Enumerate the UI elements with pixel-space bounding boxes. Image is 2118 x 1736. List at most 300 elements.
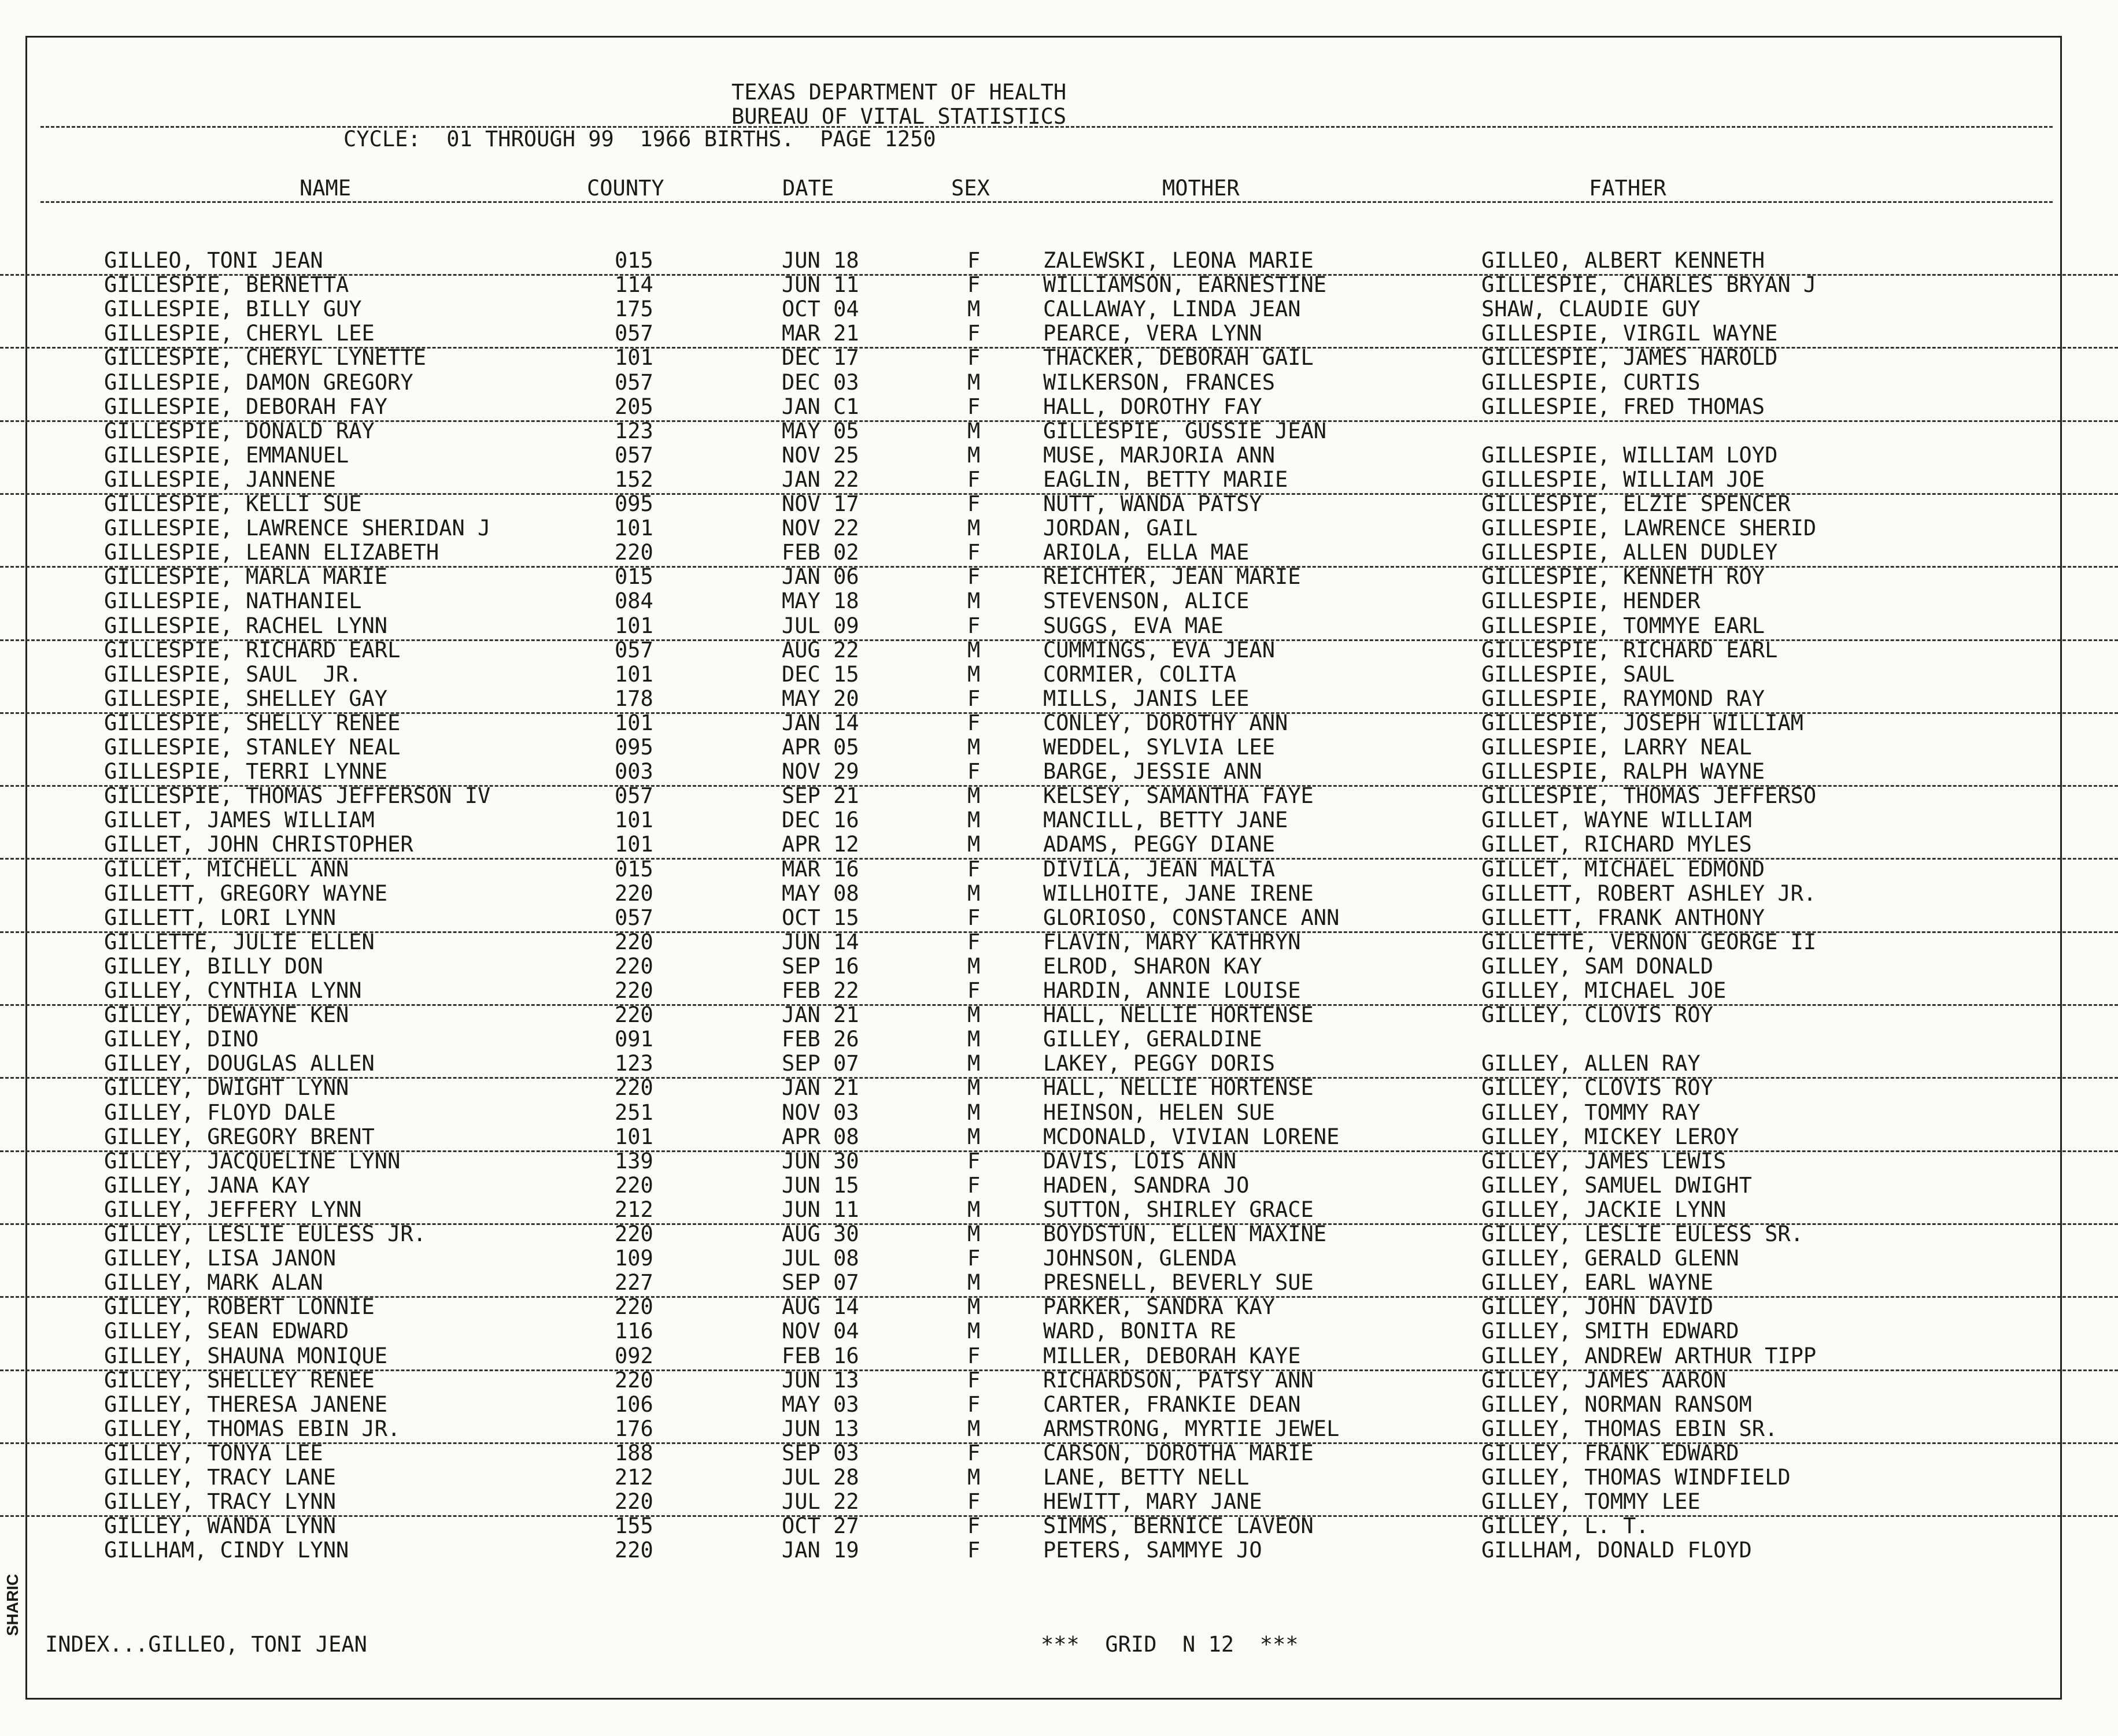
- cell-mother: PARKER, SANDRA KAY: [1043, 1294, 1275, 1320]
- cell-mother: DIVILA, JEAN MALTA: [1043, 856, 1275, 882]
- cell-mother: MANCILL, BETTY JANE: [1043, 808, 1288, 833]
- cell-mother: MCDONALD, VIVIAN LORENE: [1043, 1124, 1340, 1149]
- cell-date: AUG 14: [782, 1294, 859, 1320]
- cell-mother: MUSE, MARJORIA ANN: [1043, 442, 1275, 468]
- cell-county: 057: [615, 637, 653, 662]
- table-row: [0, 274, 2118, 298]
- cell-date: JUN 18: [782, 248, 859, 273]
- cell-sex: M: [967, 1270, 981, 1295]
- cell-sex: F: [967, 467, 981, 492]
- cell-mother: ELROD, SHARON KAY: [1043, 953, 1262, 979]
- cell-sex: F: [967, 394, 981, 419]
- cell-sex: F: [967, 613, 981, 638]
- cell-father: GILLEY, JOHN DAVID: [1481, 1294, 1713, 1320]
- cell-date: APR 12: [782, 832, 859, 857]
- cell-father: GILLESPIE, RAYMOND RAY: [1481, 686, 1765, 711]
- cell-sex: M: [967, 297, 981, 322]
- cell-date: MAY 18: [782, 588, 859, 614]
- cell-father: GILLET, MICHAEL EDMOND: [1481, 856, 1765, 882]
- cell-father: GILLESPIE, WILLIAM LOYD: [1481, 442, 1778, 468]
- cell-father: GILLESPIE, THOMAS JEFFERSO: [1481, 783, 1817, 809]
- cell-county: 003: [615, 759, 653, 784]
- cell-sex: F: [967, 1440, 981, 1465]
- cell-mother: PRESNELL, BEVERLY SUE: [1043, 1270, 1314, 1295]
- cell-county: 101: [615, 516, 653, 541]
- cell-sex: M: [967, 832, 981, 857]
- table-row: [0, 420, 2118, 445]
- cell-name: GILLESPIE, STANLEY NEAL: [104, 735, 401, 760]
- cell-name: GILLESPIE, NATHANIEL: [104, 588, 362, 614]
- cell-name: GILLESPIE, DEBORAH FAY: [104, 394, 388, 419]
- table-row: [0, 712, 2118, 736]
- cell-sex: F: [967, 1489, 981, 1515]
- cell-county: 101: [615, 808, 653, 833]
- cell-county: 220: [615, 953, 653, 979]
- cell-date: DEC 17: [782, 345, 859, 371]
- cell-date: SEP 07: [782, 1270, 859, 1295]
- cell-father: GILLEY, CLOVIS ROY: [1481, 1002, 1713, 1028]
- cell-county: 251: [615, 1100, 653, 1125]
- cell-date: JAN 14: [782, 710, 859, 735]
- cell-name: GILLEO, TONI JEAN: [104, 248, 323, 273]
- cell-county: 220: [615, 1367, 653, 1393]
- cell-father: GILLEY, L. T.: [1481, 1513, 1649, 1539]
- cell-father: GILLESPIE, LAWRENCE SHERID: [1481, 516, 1817, 541]
- cell-county: 057: [615, 905, 653, 930]
- header-line-1: TEXAS DEPARTMENT OF HEALTH: [731, 80, 1067, 105]
- cell-mother: WARD, BONITA RE: [1043, 1319, 1237, 1344]
- cell-father: GILLEY, NORMAN RANSOM: [1481, 1391, 1752, 1417]
- col-county: COUNTY: [587, 176, 664, 201]
- cell-sex: M: [967, 953, 981, 979]
- cell-county: 220: [615, 1222, 653, 1246]
- table-row: [0, 953, 2118, 980]
- cell-name: GILLEY, FLOYD DALE: [104, 1100, 336, 1125]
- cell-county: 015: [615, 856, 653, 882]
- cell-county: 123: [615, 1051, 653, 1076]
- table-row: [0, 517, 2118, 542]
- cell-date: AUG 30: [782, 1222, 859, 1246]
- cell-name: GILLET, JAMES WILLIAM: [104, 808, 375, 833]
- cell-mother: WEDDEL, SYLVIA LEE: [1043, 735, 1275, 760]
- cell-sex: F: [967, 1148, 981, 1174]
- cell-date: SEP 07: [782, 1051, 859, 1076]
- cell-father: GILLHAM, DONALD FLOYD: [1481, 1538, 1752, 1563]
- cell-county: 101: [615, 1124, 653, 1149]
- cell-father: GILLEY, JACKIE LYNN: [1481, 1197, 1727, 1222]
- cell-father: GILLEY, TOMMY RAY: [1481, 1100, 1701, 1125]
- cell-father: GILLEY, MICHAEL JOE: [1481, 978, 1727, 1003]
- cell-name: GILLEY, SHELLEY RENEE: [104, 1367, 375, 1393]
- table-row: [0, 1391, 2118, 1418]
- cell-county: 116: [615, 1319, 653, 1344]
- cell-date: JUL 22: [782, 1489, 859, 1515]
- cell-father: GILLETTE, VERNON GEORGE II: [1481, 929, 1817, 954]
- table-row: [0, 1077, 2118, 1101]
- table-row: [0, 1102, 2118, 1126]
- cell-county: 220: [615, 1489, 653, 1515]
- cell-mother: PETERS, SAMMYE JO: [1043, 1538, 1262, 1563]
- cell-date: FEB 22: [782, 978, 859, 1003]
- table-row: [0, 907, 2118, 933]
- cell-name: GILLESPIE, THOMAS JEFFERSON IV: [104, 783, 491, 809]
- cell-sex: F: [967, 978, 981, 1003]
- cell-name: GILLEY, DEWAYNE KEN: [104, 1002, 349, 1028]
- table-row: [0, 1126, 2118, 1152]
- cell-county: 212: [615, 1465, 653, 1490]
- cell-date: JUN 13: [782, 1367, 859, 1393]
- cell-date: MAY 03: [782, 1391, 859, 1417]
- cell-mother: CALLAWAY, LINDA JEAN: [1043, 297, 1301, 322]
- table-row: [0, 1248, 2118, 1272]
- cell-father: GILLETT, FRANK ANTHONY: [1481, 905, 1765, 930]
- cell-date: FEB 02: [782, 540, 859, 565]
- cell-father: GILLESPIE, CURTIS: [1481, 369, 1701, 395]
- cell-county: 205: [615, 394, 653, 419]
- header-rule: [40, 126, 2053, 128]
- cell-name: GILLESPIE, SAUL JR.: [104, 661, 362, 687]
- table-row: [0, 661, 2118, 688]
- table-row: [0, 298, 2118, 323]
- cell-name: GILLEY, DOUGLAS ALLEN: [104, 1051, 375, 1076]
- cell-name: GILLEY, ROBERT LONNIE: [104, 1294, 375, 1320]
- cell-father: GILLESPIE, JAMES HAROLD: [1481, 345, 1778, 371]
- cell-county: 084: [615, 588, 653, 614]
- cell-name: GILLEY, WANDA LYNN: [104, 1513, 336, 1539]
- cell-father: GILLESPIE, RICHARD EARL: [1481, 637, 1778, 662]
- cell-name: GILLESPIE, RICHARD EARL: [104, 637, 401, 662]
- cell-name: GILLETTE, JULIE ELLEN: [104, 929, 375, 954]
- cell-date: SEP 16: [782, 953, 859, 979]
- cell-county: 212: [615, 1197, 653, 1222]
- cell-county: 109: [615, 1246, 653, 1271]
- cell-county: 227: [615, 1270, 653, 1295]
- cell-mother: LANE, BETTY NELL: [1043, 1465, 1250, 1490]
- cell-father: GILLEY, THOMAS EBIN SR.: [1481, 1416, 1778, 1441]
- cell-mother: SUGGS, EVA MAE: [1043, 613, 1224, 638]
- cell-sex: M: [967, 1051, 981, 1076]
- cell-mother: HALL, NELLIE HORTENSE: [1043, 1075, 1314, 1101]
- cell-name: GILLESPIE, BILLY GUY: [104, 297, 362, 322]
- cell-father: SHAW, CLAUDIE GUY: [1481, 297, 1701, 322]
- cell-county: 114: [615, 272, 653, 298]
- cell-father: GILLESPIE, TOMMYE EARL: [1481, 613, 1765, 638]
- cell-date: OCT 04: [782, 297, 859, 322]
- header-line-2: BUREAU OF VITAL STATISTICS: [731, 104, 1067, 129]
- cell-county: 057: [615, 321, 653, 346]
- cell-sex: F: [967, 1538, 981, 1563]
- cell-sex: F: [967, 710, 981, 735]
- cell-date: JAN 21: [782, 1075, 859, 1101]
- cell-name: GILLEY, SHAUNA MONIQUE: [104, 1343, 388, 1368]
- col-date: DATE: [782, 176, 834, 201]
- cell-date: JUN 15: [782, 1172, 859, 1198]
- cell-name: GILLEY, DINO: [104, 1027, 259, 1052]
- cell-father: GILLEY, JAMES AARON: [1481, 1367, 1727, 1393]
- cell-father: GILLESPIE, ELZIE SPENCER: [1481, 491, 1791, 516]
- cell-father: GILLEY, JAMES LEWIS: [1481, 1148, 1727, 1174]
- cell-mother: ARIOLA, ELLA MAE: [1043, 540, 1250, 565]
- cell-name: GILLEY, TRACY LANE: [104, 1465, 336, 1490]
- cell-sex: F: [967, 321, 981, 346]
- cell-mother: WILLIAMSON, EARNESTINE: [1043, 272, 1327, 298]
- cell-date: SEP 03: [782, 1440, 859, 1465]
- cell-date: JAN 21: [782, 1002, 859, 1028]
- cell-name: GILLESPIE, SHELLEY GAY: [104, 686, 388, 711]
- cell-father: GILLEY, LESLIE EULESS SR.: [1481, 1222, 1803, 1246]
- cell-sex: M: [967, 1465, 981, 1490]
- cell-date: NOV 04: [782, 1319, 859, 1344]
- cell-mother: MILLS, JANIS LEE: [1043, 686, 1250, 711]
- cell-name: GILLEY, BILLY DON: [104, 953, 323, 979]
- cell-county: 220: [615, 978, 653, 1003]
- table-row: [0, 347, 2118, 371]
- cell-sex: F: [967, 929, 981, 954]
- cell-date: JUL 08: [782, 1246, 859, 1271]
- table-row: [0, 615, 2118, 641]
- cell-mother: THACKER, DEBORAH GAIL: [1043, 345, 1314, 371]
- cell-sex: M: [967, 1416, 981, 1441]
- cell-father: GILLEY, TOMMY LEE: [1481, 1489, 1701, 1515]
- cell-sex: F: [967, 1391, 981, 1417]
- cell-sex: M: [967, 1294, 981, 1320]
- cell-mother: HEINSON, HELEN SUE: [1043, 1100, 1275, 1125]
- cell-sex: F: [967, 1172, 981, 1198]
- cell-father: GILLEY, SMITH EDWARD: [1481, 1319, 1739, 1344]
- cell-sex: F: [967, 248, 981, 273]
- cell-date: OCT 27: [782, 1513, 859, 1539]
- cell-sex: M: [967, 418, 981, 443]
- cell-father: GILLEY, CLOVIS ROY: [1481, 1075, 1713, 1101]
- cell-date: APR 05: [782, 735, 859, 760]
- cell-name: GILLESPIE, BERNETTA: [104, 272, 349, 298]
- cell-date: DEC 03: [782, 369, 859, 395]
- table-row: [0, 1539, 2118, 1564]
- cell-sex: F: [967, 1367, 981, 1393]
- cell-mother: HADEN, SANDRA JO: [1043, 1172, 1250, 1198]
- cell-mother: BOYDSTUN, ELLEN MAXINE: [1043, 1222, 1327, 1246]
- cell-county: 015: [615, 564, 653, 590]
- cell-name: GILLESPIE, KELLI SUE: [104, 491, 362, 516]
- cell-mother: GILLEY, GERALDINE: [1043, 1027, 1262, 1052]
- cell-name: GILLESPIE, CHERYL LYNETTE: [104, 345, 426, 371]
- cell-sex: F: [967, 1343, 981, 1368]
- cell-mother: JOHNSON, GLENDA: [1043, 1246, 1237, 1271]
- cell-date: JUN 11: [782, 1197, 859, 1222]
- cell-name: GILLESPIE, LAWRENCE SHERIDAN J: [104, 516, 491, 541]
- cell-mother: MILLER, DEBORAH KAYE: [1043, 1343, 1301, 1368]
- cell-date: JUN 11: [782, 272, 859, 298]
- cell-father: GILLEY, SAM DONALD: [1481, 953, 1713, 979]
- table-row: [0, 880, 2118, 907]
- cell-name: GILLEY, JANA KAY: [104, 1172, 311, 1198]
- cell-name: GILLESPIE, DAMON GREGORY: [104, 369, 413, 395]
- cell-date: MAR 16: [782, 856, 859, 882]
- cell-name: GILLEY, SEAN EDWARD: [104, 1319, 349, 1344]
- cell-date: DEC 15: [782, 661, 859, 687]
- table-row: [0, 1296, 2118, 1320]
- cell-date: MAY 20: [782, 686, 859, 711]
- cell-father: GILLEY, FRANK EDWARD: [1481, 1440, 1739, 1465]
- cell-sex: M: [967, 1222, 981, 1246]
- table-row: [0, 566, 2118, 590]
- cell-mother: FLAVIN, MARY KATHRYN: [1043, 929, 1301, 954]
- cell-county: 057: [615, 369, 653, 395]
- cell-name: GILLEY, THOMAS EBIN JR.: [104, 1416, 401, 1441]
- cell-county: 220: [615, 1002, 653, 1028]
- cell-name: GILLEY, TONYA LEE: [104, 1440, 323, 1465]
- cell-mother: CARTER, FRANKIE DEAN: [1043, 1391, 1301, 1417]
- cell-sex: M: [967, 808, 981, 833]
- cell-father: GILLESPIE, WILLIAM JOE: [1481, 467, 1765, 492]
- cell-sex: M: [967, 880, 981, 906]
- cell-county: 178: [615, 686, 653, 711]
- cell-name: GILLESPIE, DONALD RAY: [104, 418, 375, 443]
- cell-mother: HARDIN, ANNIE LOUISE: [1043, 978, 1301, 1003]
- cell-mother: KELSEY, SAMANTHA FAYE: [1043, 783, 1314, 809]
- cell-name: GILLET, MICHELL ANN: [104, 856, 349, 882]
- cell-mother: PEARCE, VERA LYNN: [1043, 321, 1262, 346]
- cell-sex: M: [967, 1124, 981, 1149]
- cell-father: GILLESPIE, VIRGIL WAYNE: [1481, 321, 1778, 346]
- cell-date: JUN 30: [782, 1148, 859, 1174]
- cell-date: JAN 06: [782, 564, 859, 590]
- cell-date: DEC 16: [782, 808, 859, 833]
- cell-father: GILLESPIE, JOSEPH WILLIAM: [1481, 710, 1803, 735]
- cell-county: 220: [615, 1294, 653, 1320]
- cell-county: 220: [615, 1075, 653, 1101]
- cell-father: GILLEY, MICKEY LEROY: [1481, 1124, 1739, 1149]
- cell-father: GILLESPIE, KENNETH ROY: [1481, 564, 1765, 590]
- cell-sex: M: [967, 1100, 981, 1125]
- cell-name: GILLEY, THERESA JANENE: [104, 1391, 388, 1417]
- cell-sex: F: [967, 564, 981, 590]
- cycle-line: CYCLE: 01 THROUGH 99 1966 BIRTHS. PAGE 1250: [343, 127, 936, 151]
- cell-name: GILLEY, DWIGHT LYNN: [104, 1075, 349, 1101]
- cell-county: 015: [615, 248, 653, 273]
- index-line: INDEX...GILLEO, TONI JEAN: [45, 1632, 367, 1657]
- cell-name: GILLESPIE, JANNENE: [104, 467, 336, 492]
- col-sex: SEX: [951, 176, 990, 201]
- cell-county: 175: [615, 297, 653, 322]
- cell-county: 152: [615, 467, 653, 492]
- cell-name: GILLESPIE, TERRI LYNNE: [104, 759, 388, 784]
- cell-date: JUN 13: [782, 1416, 859, 1441]
- table-row: [0, 442, 2118, 469]
- cell-father: GILLESPIE, HENDER: [1481, 588, 1701, 614]
- cell-county: 057: [615, 442, 653, 468]
- cell-sex: M: [967, 637, 981, 662]
- cell-mother: SUTTON, SHIRLEY GRACE: [1043, 1197, 1314, 1222]
- cell-father: GILLESPIE, ALLEN DUDLEY: [1481, 540, 1778, 565]
- cell-mother: HALL, DOROTHY FAY: [1043, 394, 1262, 419]
- cell-sex: F: [967, 1246, 981, 1271]
- table-row: [0, 1467, 2118, 1491]
- table-row: [0, 1172, 2118, 1199]
- cell-date: FEB 26: [782, 1027, 859, 1052]
- cell-county: 101: [615, 661, 653, 687]
- cell-date: JAN 19: [782, 1538, 859, 1563]
- cell-sex: M: [967, 516, 981, 541]
- cell-name: GILLESPIE, MARLA MARIE: [104, 564, 388, 590]
- cell-mother: HALL, NELLIE HORTENSE: [1043, 1002, 1314, 1028]
- cell-name: GILLESPIE, SHELLY RENEE: [104, 710, 401, 735]
- cell-date: JUL 09: [782, 613, 859, 638]
- cell-date: JAN C1: [782, 394, 859, 419]
- table-row: [0, 1442, 2118, 1467]
- col-mother: MOTHER: [1162, 176, 1240, 201]
- cell-date: SEP 21: [782, 783, 859, 809]
- cell-county: 220: [615, 1538, 653, 1563]
- cell-county: 101: [615, 613, 653, 638]
- cell-name: GILLESPIE, LEANN ELIZABETH: [104, 540, 439, 565]
- cell-county: 123: [615, 418, 653, 443]
- cell-county: 095: [615, 491, 653, 516]
- table-row: [0, 396, 2118, 422]
- cell-mother: CARSON, DOROTHA MARIE: [1043, 1440, 1314, 1465]
- cell-county: 155: [615, 1513, 653, 1539]
- cell-mother: HEWITT, MARY JANE: [1043, 1489, 1262, 1515]
- cell-sex: M: [967, 783, 981, 809]
- cell-county: 101: [615, 832, 653, 857]
- cell-father: GILLEY, EARL WAYNE: [1481, 1270, 1713, 1295]
- cell-father: GILLESPIE, CHARLES BRYAN J: [1481, 272, 1817, 298]
- cell-date: NOV 17: [782, 491, 859, 516]
- cell-name: GILLET, JOHN CHRISTOPHER: [104, 832, 413, 857]
- cell-father: GILLEY, ALLEN RAY: [1481, 1051, 1701, 1076]
- table-row: [0, 736, 2118, 761]
- cell-mother: STEVENSON, ALICE: [1043, 588, 1250, 614]
- cell-county: 139: [615, 1148, 653, 1174]
- cell-name: GILLETT, GREGORY WAYNE: [104, 880, 388, 906]
- cell-mother: JORDAN, GAIL: [1043, 516, 1198, 541]
- table-row: [0, 809, 2118, 834]
- cell-county: 220: [615, 540, 653, 565]
- cell-mother: RICHARDSON, PATSY ANN: [1043, 1367, 1314, 1393]
- cell-father: GILLEY, THOMAS WINDFIELD: [1481, 1465, 1791, 1490]
- cell-date: MAR 21: [782, 321, 859, 346]
- cell-name: GILLESPIE, EMMANUEL: [104, 442, 349, 468]
- cell-name: GILLEY, TRACY LYNN: [104, 1489, 336, 1515]
- cell-mother: CONLEY, DOROTHY ANN: [1043, 710, 1288, 735]
- cell-name: GILLEY, MARK ALAN: [104, 1270, 323, 1295]
- table-row: [0, 785, 2118, 809]
- cell-county: 220: [615, 880, 653, 906]
- cell-sex: F: [967, 345, 981, 371]
- cell-sex: F: [967, 1513, 981, 1539]
- cell-name: GILLETT, LORI LYNN: [104, 905, 336, 930]
- cell-father: GILLEO, ALBERT KENNETH: [1481, 248, 1765, 273]
- cell-sex: M: [967, 442, 981, 468]
- cell-county: 057: [615, 783, 653, 809]
- cell-name: GILLEY, LESLIE EULESS JR.: [104, 1222, 426, 1246]
- cell-mother: LAKEY, PEGGY DORIS: [1043, 1051, 1275, 1076]
- cell-mother: ADAMS, PEGGY DIANE: [1043, 832, 1275, 857]
- table-row: [0, 493, 2118, 517]
- cell-mother: WILKERSON, FRANCES: [1043, 369, 1275, 395]
- cell-mother: CORMIER, COLITA: [1043, 661, 1237, 687]
- cell-sex: F: [967, 491, 981, 516]
- cell-date: FEB 16: [782, 1343, 859, 1368]
- table-row: [0, 1320, 2118, 1345]
- cell-sex: F: [967, 905, 981, 930]
- cell-county: 220: [615, 1172, 653, 1198]
- column-header-rule: [40, 201, 2053, 203]
- cell-mother: SIMMS, BERNICE LAVEON: [1043, 1513, 1314, 1539]
- cell-father: GILLETT, ROBERT ASHLEY JR.: [1481, 880, 1817, 906]
- cell-date: JUN 14: [782, 929, 859, 954]
- cell-sex: F: [967, 686, 981, 711]
